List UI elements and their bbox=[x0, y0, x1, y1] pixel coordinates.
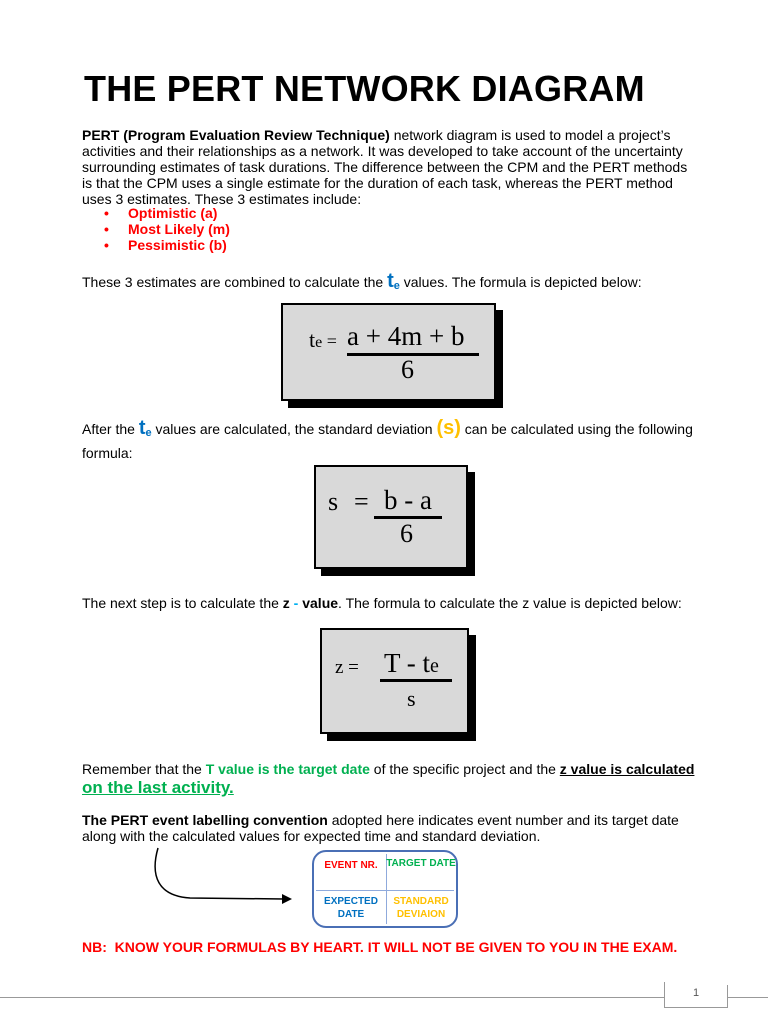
intro-text: network diagram is used to model a project’s activities and their relationships as a network. It was developed to take account of the uncertainty surrounding estimates of task durations. The difference between the CPM and the PERT methods is that the CPM uses a single estimate for the duration of each task, whereas the PERT method uses 3 estimates. These 3 estimates include: bbox=[82, 127, 688, 207]
formula-z-numerator-sub: e bbox=[430, 655, 439, 677]
formula-s-numerator: b - a bbox=[384, 485, 432, 515]
estimate-most-likely: • Most Likely (m) bbox=[104, 221, 230, 237]
intro-paragraph bbox=[82, 127, 694, 207]
z-value-calculated: z value is calculated bbox=[559, 761, 695, 777]
remember-middle: of the specific project and the bbox=[369, 761, 560, 777]
expected-date-cell: EXPECTED DATE bbox=[324, 896, 378, 920]
formula-z-numerator bbox=[384, 648, 439, 679]
z-letter: z bbox=[282, 595, 290, 611]
remember-paragraph bbox=[82, 761, 722, 799]
sd-te-symbol bbox=[139, 417, 152, 439]
labelling-paragraph bbox=[82, 812, 694, 844]
sd-paragraph bbox=[82, 418, 694, 463]
page-number-tab bbox=[664, 985, 728, 1008]
z-para-before: The next step is to calculate the bbox=[82, 595, 283, 611]
estimates-list bbox=[104, 205, 230, 253]
footer-rule bbox=[0, 997, 768, 998]
z-paragraph bbox=[82, 595, 694, 611]
sd-te-t: t bbox=[138, 417, 146, 439]
formula-s-eq: = bbox=[354, 487, 369, 516]
formula-te-lhs-t: t bbox=[309, 327, 316, 352]
te-t: t bbox=[387, 270, 394, 292]
z-para-after: . The formula to calculate the z value is depicted below: bbox=[338, 595, 682, 611]
formula-z-box bbox=[320, 628, 469, 734]
standard-deviation-cell: STANDARD DEVIAION bbox=[393, 896, 449, 920]
event-label-diagram bbox=[312, 850, 458, 928]
formula-s-box bbox=[314, 465, 468, 569]
z-dash: - bbox=[289, 595, 303, 611]
estimate-optimistic: • Optimistic (a) bbox=[104, 205, 230, 221]
event-label-divider-horizontal bbox=[316, 890, 454, 891]
te-sub: e bbox=[393, 280, 400, 292]
formula-te-lhs bbox=[309, 327, 337, 353]
formula-te-lhs-sub: e bbox=[315, 334, 323, 351]
formula-z-fraction-line bbox=[380, 679, 452, 682]
formula-te-denominator: 6 bbox=[401, 355, 414, 384]
formula-z-numerator-text: T - t bbox=[384, 648, 430, 678]
event-nr-cell: EVENT NR. bbox=[324, 860, 378, 871]
te-para-before: These 3 estimates are combined to calculate the bbox=[82, 274, 388, 290]
on-last-activity: on the last activity. bbox=[82, 778, 234, 797]
formula-te-box bbox=[281, 303, 496, 401]
te-symbol bbox=[387, 270, 400, 292]
formula-te-eq: = bbox=[322, 331, 337, 351]
remember-before: Remember that the bbox=[82, 761, 206, 777]
s-symbol: (s) bbox=[436, 417, 461, 439]
formula-z-denominator: s bbox=[407, 686, 416, 711]
labelling-bold-lead: The PERT event labelling convention bbox=[82, 812, 328, 828]
formula-te-numerator: a + 4m + b bbox=[347, 321, 465, 351]
formula-s-lhs: s bbox=[328, 487, 339, 516]
labelling-text: adopted here indicates event number and its target date along with the calculated values for expected time and standard deviation. bbox=[82, 812, 679, 844]
sd-te-sub: e bbox=[145, 427, 152, 439]
te-para-after: values. The formula is depicted below: bbox=[399, 274, 642, 290]
te-paragraph bbox=[82, 270, 694, 297]
formula-s-denominator: 6 bbox=[400, 519, 413, 548]
nb-note: NB: KNOW YOUR FORMULAS BY HEART. IT WILL NOT BE GIVEN TO YOU IN THE EXAM. bbox=[82, 939, 678, 955]
estimate-pessimistic: • Pessimistic (b) bbox=[104, 237, 230, 253]
t-target-date: T value is the target date bbox=[205, 761, 370, 777]
formula-z-lhs: z = bbox=[335, 657, 359, 678]
sd-para-after: can be calculated using the following formula: bbox=[82, 421, 693, 461]
page-title: THE PERT NETWORK DIAGRAM bbox=[84, 68, 645, 109]
sd-para-before: After the bbox=[82, 421, 139, 437]
curved-arrow-icon bbox=[150, 846, 300, 908]
page-number: 1 bbox=[692, 987, 700, 999]
target-date-cell: TARGET DATE bbox=[386, 858, 456, 869]
z-value-word: value bbox=[302, 595, 339, 611]
intro-bold-lead: PERT (Program Evaluation Review Technique) bbox=[82, 127, 390, 143]
sd-para-middle: values are calculated, the standard deviation bbox=[151, 421, 437, 437]
